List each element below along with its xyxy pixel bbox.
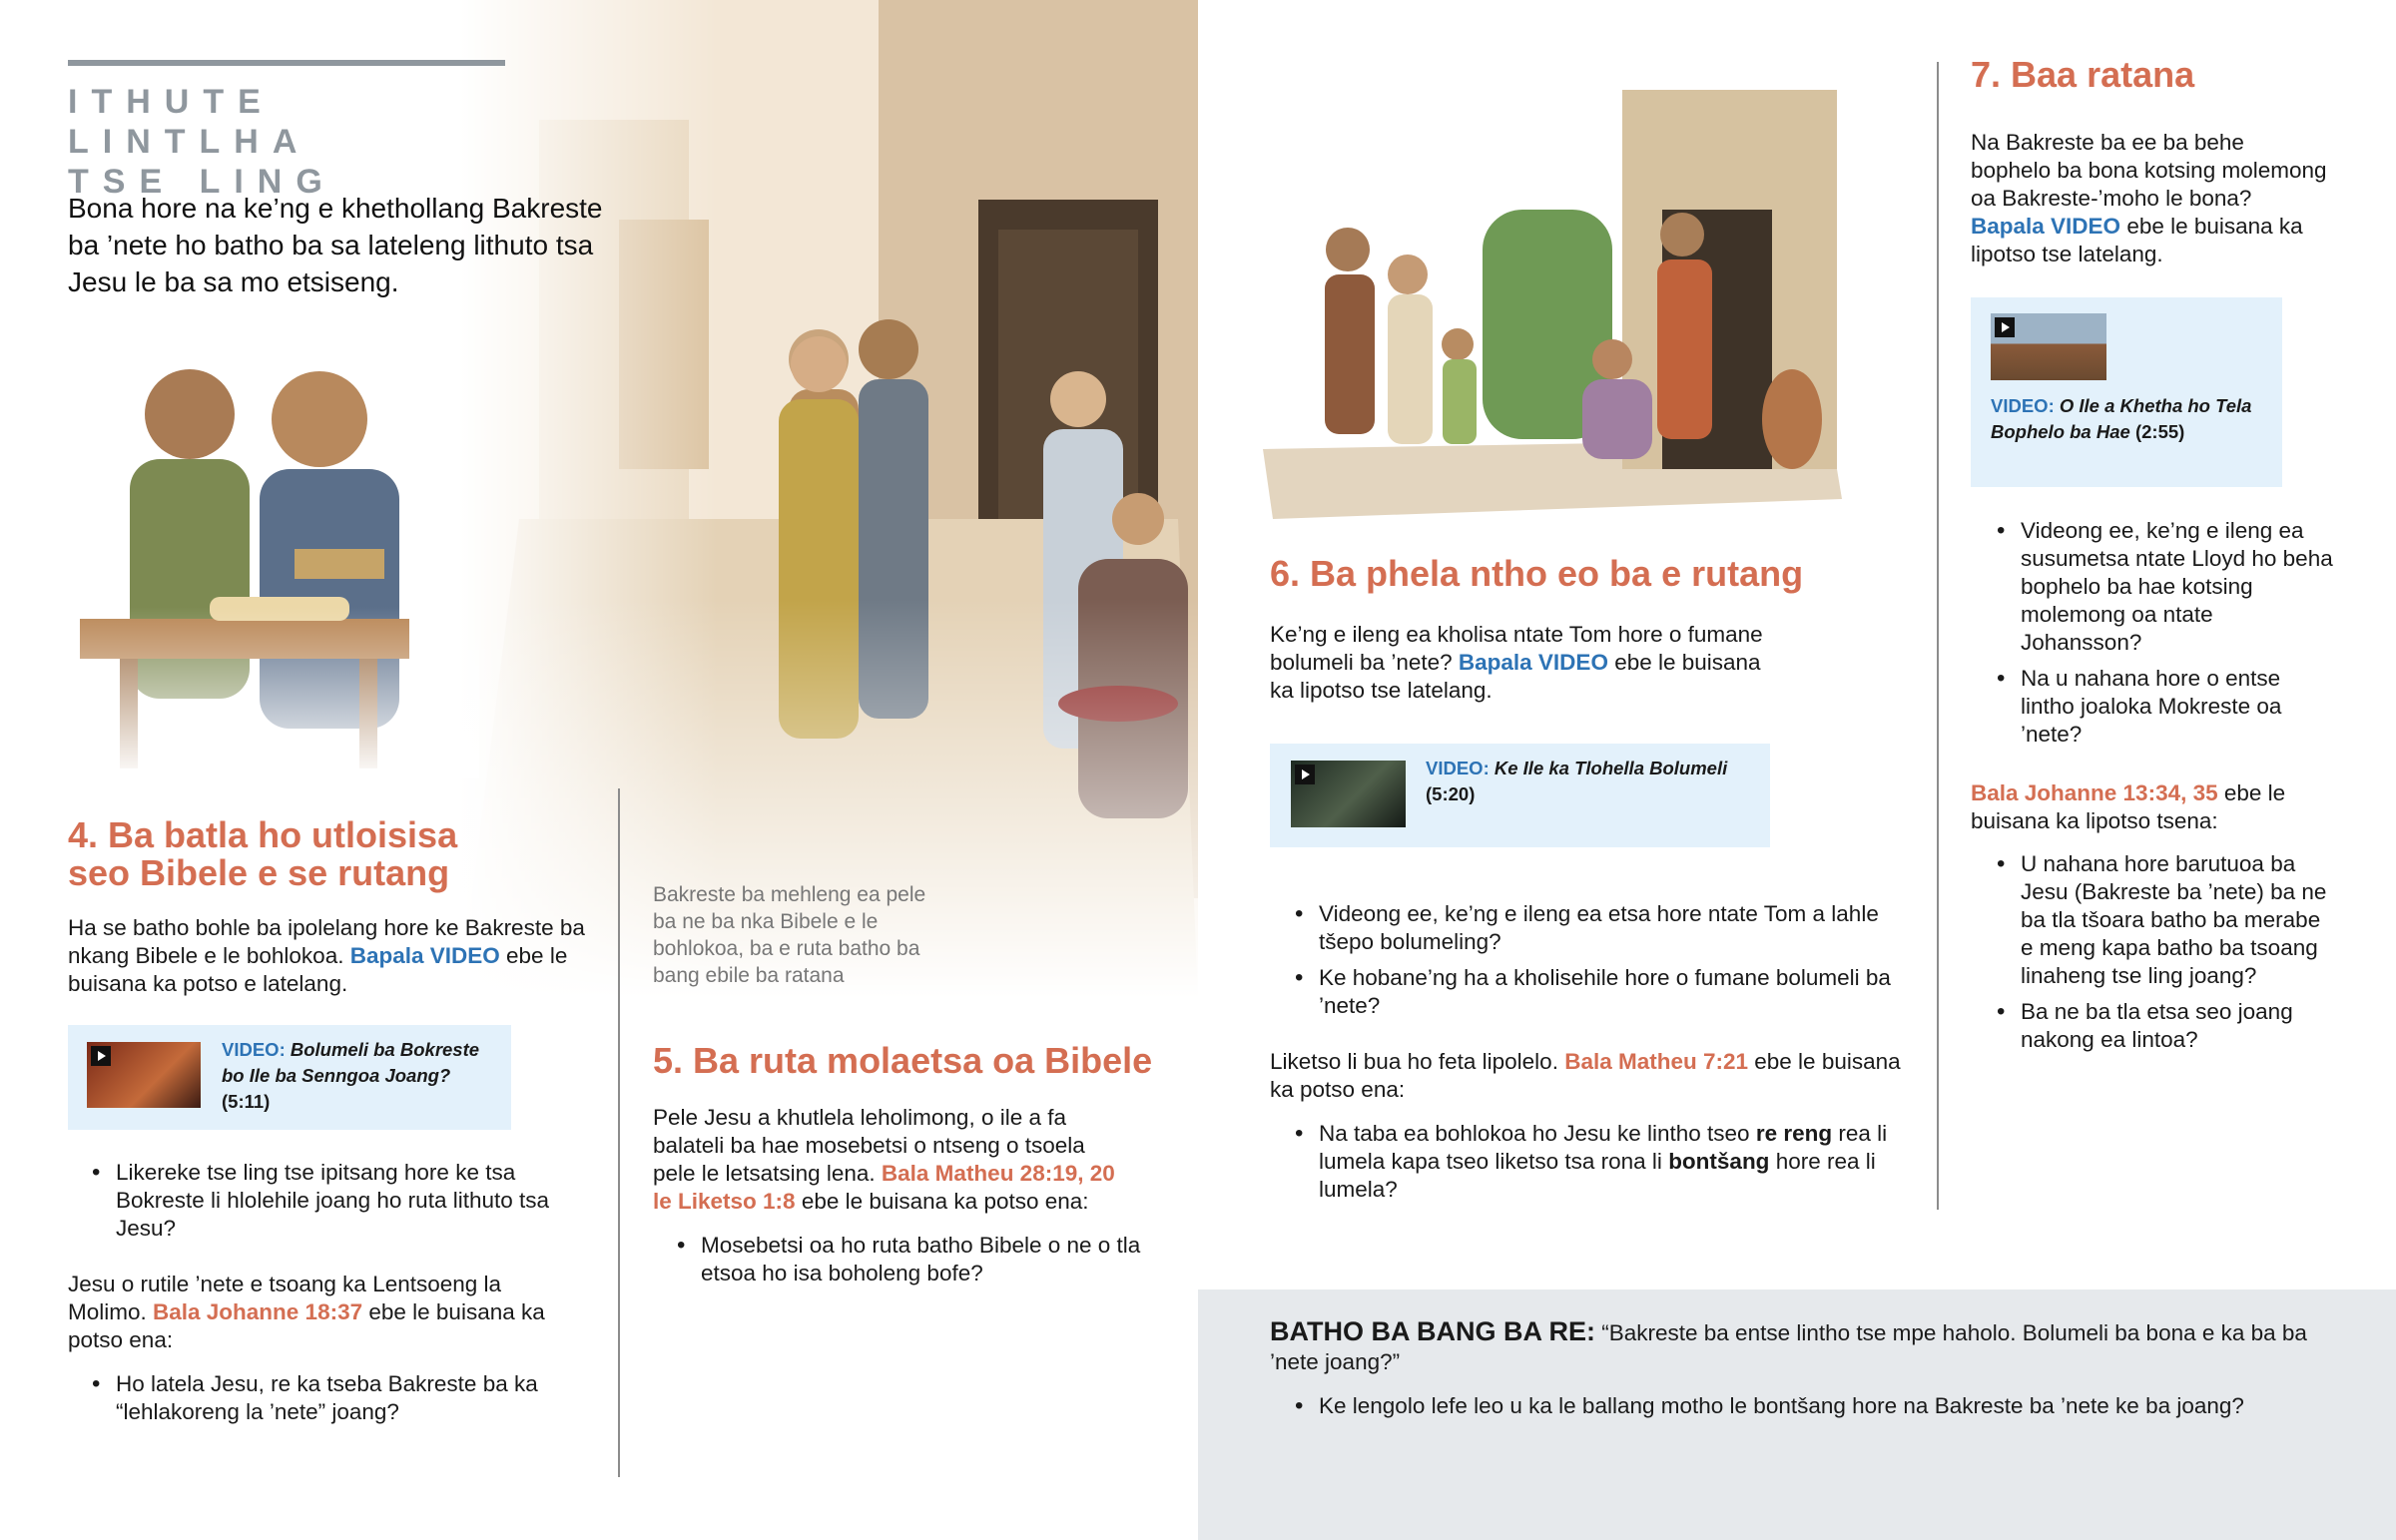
video-caption-4: VIDEO: Bolumeli ba Bokreste bo Ile ba Senngoa Joang? (5:11) (222, 1039, 480, 1112)
scripture-link[interactable]: Bala Matheu 7:21 (1564, 1049, 1749, 1074)
section-6-title: 6. Ba phela ntho eo ba e rutang (1270, 553, 1804, 594)
list-item: • Na u nahana hore o entse lintho joaloka Mokreste oa ’nete? (1997, 665, 2336, 749)
play-icon[interactable] (1295, 765, 1315, 784)
video-box-4[interactable] (68, 1025, 511, 1130)
column-divider-2 (1937, 62, 1939, 1210)
video-box-7[interactable] (1971, 297, 2282, 487)
list-item: • Na taba ea bohlokoa ho Jesu ke lintho tseo re reng rea li lumela kapa tseo liketso tsa rona li bontšang hore rea li lumela? (1295, 1120, 1914, 1204)
column-divider-1 (618, 788, 620, 1477)
list-item: • Videong ee, ke’ng e ileng ea susumetsa ntate Lloyd ho beha bophelo ba hae kotsing molemong oa ntate Johansson? (1997, 517, 2336, 657)
video-box-6[interactable] (1270, 744, 1770, 847)
section-5-title: 5. Ba ruta molaetsa oa Bibele (653, 1040, 1153, 1081)
kicker-line-2: TSE LING (68, 163, 336, 201)
intro-text: Bona hore na ke’ng e khethollang Bakreste ba ’nete ho batho ba sa lateleng lithuto tsa Jesu le ba sa mo etsiseng. (68, 193, 603, 297)
family-welcome-illustration (1253, 60, 1847, 519)
kicker-line-1: ITHUTE LINTLHA (68, 83, 311, 161)
video-thumbnail-4[interactable] (87, 1042, 201, 1108)
street-scene-illustration (459, 0, 1198, 998)
video-caption-6: VIDEO: Ke Ile ka Tlohella Bolumeli (5:20) (1426, 758, 1728, 804)
footer-list (1295, 1391, 2353, 1420)
list-item: • Ba ne ba tla etsa seo joang nakong ea lintoa? (1997, 998, 2336, 1054)
section-6-list-2 (1295, 1120, 1914, 1204)
section-4-title: 4. Ba batla ho utloisisa seo Bibele e se rutang (68, 814, 458, 893)
list-item: • Likereke tse ling tse ipitsang hore ke tsa Bokreste li hlolehile joang ho ruta lithuto tsa Jesu? (92, 1159, 581, 1243)
section-7-list-1 (1997, 517, 2336, 749)
section-7-list-2 (1997, 850, 2336, 1054)
section-4-paragraph: Ha se batho bohle ba ipolelang hore ke Bakreste ba nkang Bibele e le bohlokoa. Bapala VIDEO ebe le buisana ka potso e latelang. (68, 915, 585, 996)
play-icon[interactable] (91, 1046, 111, 1066)
section-7-title: 7. Baa ratana (1971, 54, 2195, 95)
section-5-paragraph: Pele Jesu a khutlela leholimong, o ile a fa balateli ba hae mosebetsi o ntseng o tsoela pele le letsatsing lena. Bala Matheu 28:19, 20 le Liketso 1:8 ebe le buisana ka potso ena: (653, 1105, 1115, 1214)
video-thumbnail-6[interactable] (1291, 761, 1406, 827)
footer-statement: BATHO BA BANG BA RE: “Bakreste ba entse lintho tse mpe haholo. Bolumeli ba bona e ka ba ba ’nete joang?” (1270, 1316, 2307, 1374)
video-thumbnail-7[interactable] (1991, 313, 2106, 380)
men-reading-scroll-illustration (60, 349, 479, 778)
section-4-paragraph-2: Jesu o rutile ’nete e tsoang ka Lentsoeng la Molimo. Bala Johanne 18:37 ebe le buisana ka potso ena: (68, 1272, 545, 1352)
play-icon[interactable] (1995, 317, 2015, 337)
section-6-list-1 (1295, 900, 1914, 1020)
header-kicker (68, 82, 527, 202)
list-item: • Mosebetsi oa ho ruta batho Bibele o ne o tla etsoa ho isa boholeng bofe? (677, 1232, 1146, 1287)
section-6-paragraph: Ke’ng e ileng ea kholisa ntate Tom hore o fumane bolumeli ba ’nete? Bapala VIDEO ebe le buisana ka lipotso tse latelang. (1270, 622, 1763, 703)
play-video-link-4[interactable]: Bapala VIDEO (349, 943, 500, 968)
list-item: • Ho latela Jesu, re ka tseba Bakreste ba ka “lehlakoreng la ’nete” joang? (92, 1370, 581, 1426)
section-6-paragraph-2: Liketso li bua ho feta lipolelo. Bala Matheu 7:21 ebe le buisana ka potso ena: (1270, 1049, 1901, 1102)
list-item: • U nahana hore barutuoa ba Jesu (Bakreste ba ’nete) ba ne ba tla tšoara batho ba merabe e meng kapa batho ba tsoang linaheng tse ling joang? (1997, 850, 2336, 990)
list-item: • Ke lengolo lefe leo u ka le ballang motho le bontšang hore na Bakreste ba ’nete ke ba joang? (1295, 1391, 2353, 1420)
play-video-link-6[interactable]: Bapala VIDEO (1458, 650, 1608, 675)
footer-panel (1198, 1289, 2396, 1540)
section-5-list (677, 1232, 1146, 1287)
section-4-list-1 (92, 1159, 581, 1243)
list-item: • Ke hobane’ng ha a kholisehile hore o fumane bolumeli ba ’nete? (1295, 964, 1914, 1020)
scripture-link[interactable]: Bala Johanne 13:34, 35 (1971, 780, 2218, 805)
play-video-link-7[interactable]: Bapala VIDEO (1971, 214, 2121, 239)
video-caption-7: VIDEO: O Ile a Khetha ho Tela Bophelo ba Hae (2:55) (1991, 395, 2252, 442)
list-item: • Videong ee, ke’ng e ileng ea etsa hore ntate Tom a lahle tšepo bolumeling? (1295, 900, 1914, 956)
section-7-paragraph: Na Bakreste ba ee ba behe bophelo ba bona kotsing molemong oa Bakreste-’moho le bona? Bapala VIDEO ebe le buisana ka lipotso tse latelang. (1971, 130, 2327, 266)
scripture-link[interactable]: Bala Matheu 28:19, 20 le Liketso 1:8 (653, 1161, 1115, 1214)
scripture-link[interactable]: Bala Johanne 18:37 (153, 1299, 363, 1324)
illustration-caption: Bakreste ba mehleng ea pele ba ne ba nka Bibele e le bohlokoa, ba e ruta batho ba bang ebile ba ratana (653, 883, 926, 987)
section-4-list-2 (92, 1370, 581, 1426)
section-7-paragraph-2: Bala Johanne 13:34, 35 ebe le buisana ka lipotso tsena: (1971, 780, 2286, 833)
header-rule (68, 60, 505, 66)
